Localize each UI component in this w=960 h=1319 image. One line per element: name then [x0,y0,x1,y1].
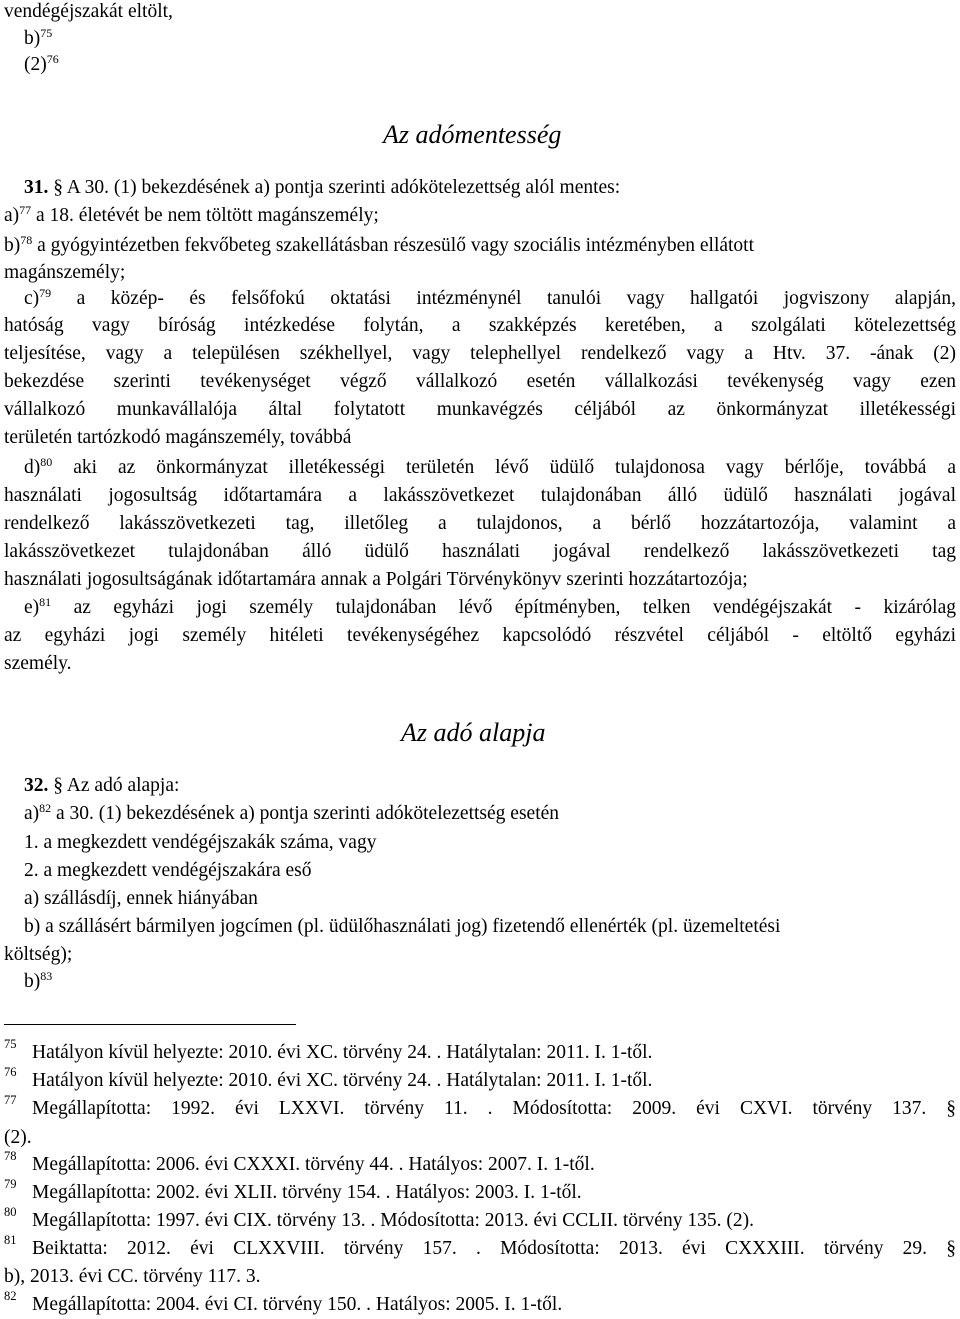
footnote-cont: b), 2013. évi CC. törvény 117. 3. [4,1266,261,1287]
section-heading: Az adómentesség [383,120,562,149]
footnote: 77 Megállapította: 1992. évi LXXVI. törvény 11. . Módosította: 2009. évi CXVI. törvény 137. § [4,1093,956,1119]
section-heading: Az adó alapja [401,718,546,747]
footnote-ref[interactable]: 83 [40,969,53,983]
footnote-ref[interactable]: 79 [39,286,52,300]
text-line: személy. [4,653,72,674]
text-line: bekezdése szerinti tevékenységet végző vállalkozó esetén vállalkozási tevékenység vagy ezen [4,371,956,392]
item-d: d)$^{80}$ aki az önkormányzat illetékességi területén lévő üdülő tulajdonosa vagy bérlője, továbbá a [24,455,956,478]
item-e: e)$^{81}$ az egyházi jogi személy tulajdonában lévő építményben, telken vendégéjszakát - kizárólag [24,595,956,618]
section-sign-icon: § [53,177,63,198]
item-b-removed: b)$^{75}$ [24,26,53,49]
item-b: b)$^{78}$ a gyógyintézetben fekvőbeteg szakellátásban részesülő vagy szociális intézményben ellátott [4,233,755,256]
item-b: b)$^{83}$ [24,969,53,992]
text-line: rendelkező lakásszövetkezeti tag, illetőleg a tulajdonos, a bérlő hozzátartozója, valamint a [4,513,956,534]
list-item: b) a szállásért bármilyen jogcímen (pl. üdülőhasználati jog) fizetendő ellenérték (pl. üzemeltetési [24,916,781,937]
footnote: 75 Hatályon kívül helyezte: 2010. évi XC. törvény 24. . Hatálytalan: 2011. I. 1-től. [4,1037,653,1063]
footnote-ref[interactable]: 81 [39,595,52,609]
text-line: magánszemély; [4,262,126,283]
footnote-ref[interactable]: 76 [46,52,59,66]
footnote-ref[interactable]: 75 [40,26,53,40]
item-c: c)$^{79}$ a közép- és felsőfokú oktatási intézménynél tanulói vagy hallgatói jogviszony alapján, [24,286,956,309]
footnote: 76 Hatályon kívül helyezte: 2010. évi XC. törvény 24. . Hatálytalan: 2011. I. 1-től. [4,1065,653,1091]
text-line: teljesítése, vagy a településen székhellyel, vagy telephellyel rendelkező vagy a Htv. 37. -ának (2) [4,343,956,364]
item-a: a)$^{77}$ a 18. életévét be nem töltött magánszemély; [4,203,379,226]
section-sign-icon: § [946,1238,956,1259]
list-item: a) szállásdíj, ennek hiányában [24,888,258,909]
footnote: 79 Megállapította: 2002. évi XLII. törvény 154. . Hatályos: 2003. I. 1-től. [4,1177,582,1203]
footnote-cont: (2). [4,1127,32,1148]
footnote: 82 Megállapította: 2004. évi CI. törvény 150. . Hatályos: 2005. I. 1-től. [4,1289,563,1315]
section-sign-icon: § [946,1098,956,1119]
text-line: az egyházi jogi személy hitéleti tevékenységéhez kapcsolódó részvétel céljából - eltöltő egyházi [4,625,956,646]
text-line: költség); [4,944,73,965]
footnote-ref[interactable]: 80 [40,455,53,469]
list-item: 2. a megkezdett vendégéjszakára eső [24,860,312,881]
footnote: 81 Beiktatta: 2012. évi CLXXVIII. törvény 157. . Módosította: 2013. évi CXXXIII. törvény 29. § [4,1233,956,1259]
text-line: lakásszövetkezet tulajdonában álló üdülő használati jogával rendelkező lakásszövetkezeti tag [4,541,956,562]
text-line: használati jogosultság időtartamára a lakásszövetkezet tulajdonában álló üdülő használati jogával [4,485,956,506]
section-sign-icon: § [53,775,63,796]
list-item: 1. a megkezdett vendégéjszakák száma, vagy [24,832,377,853]
section-intro: 31. § A 30. (1) bekezdésének a) pontja szerinti adókötelezettség alól mentes: [24,177,621,198]
item-a: a)$^{82}$ a 30. (1) bekezdésének a) pontja szerinti adókötelezettség esetén [24,801,560,824]
paragraph-2-removed: $(2)^{76}$ [24,52,59,75]
footnote: 78 Megállapította: 2006. évi CXXXI. törvény 44. . Hatályos: 2007. I. 1-től. [4,1149,595,1175]
footnote-ref[interactable]: 82 [39,801,52,815]
footnote-ref[interactable]: 78 [20,233,33,247]
text-line: vendégéjszakát eltölt, [4,1,173,22]
text-line: területén tartózkodó magánszemély, továbbá [4,427,352,448]
text-line: vállalkozó munkavállalója által folytatott munkavégzés céljából az önkormányzat illetékességi [4,399,956,420]
text-line: használati jogosultságának időtartamára annak a Polgári Törvénykönyv szerinti hozzátartozója; [4,569,748,590]
section-intro: 32. § Az adó alapja: [24,775,180,796]
footnote-separator [4,1024,296,1025]
text-line: hatóság vagy bíróság intézkedése folytán, a szakképzés keretében, a szolgálati kötelezettség [4,315,956,336]
footnote-ref[interactable]: 77 [19,203,32,217]
footnote: 80 Megállapította: 1997. évi CIX. törvény 13. . Módosította: 2013. évi CCLII. törvény 135. (2). [4,1205,754,1231]
